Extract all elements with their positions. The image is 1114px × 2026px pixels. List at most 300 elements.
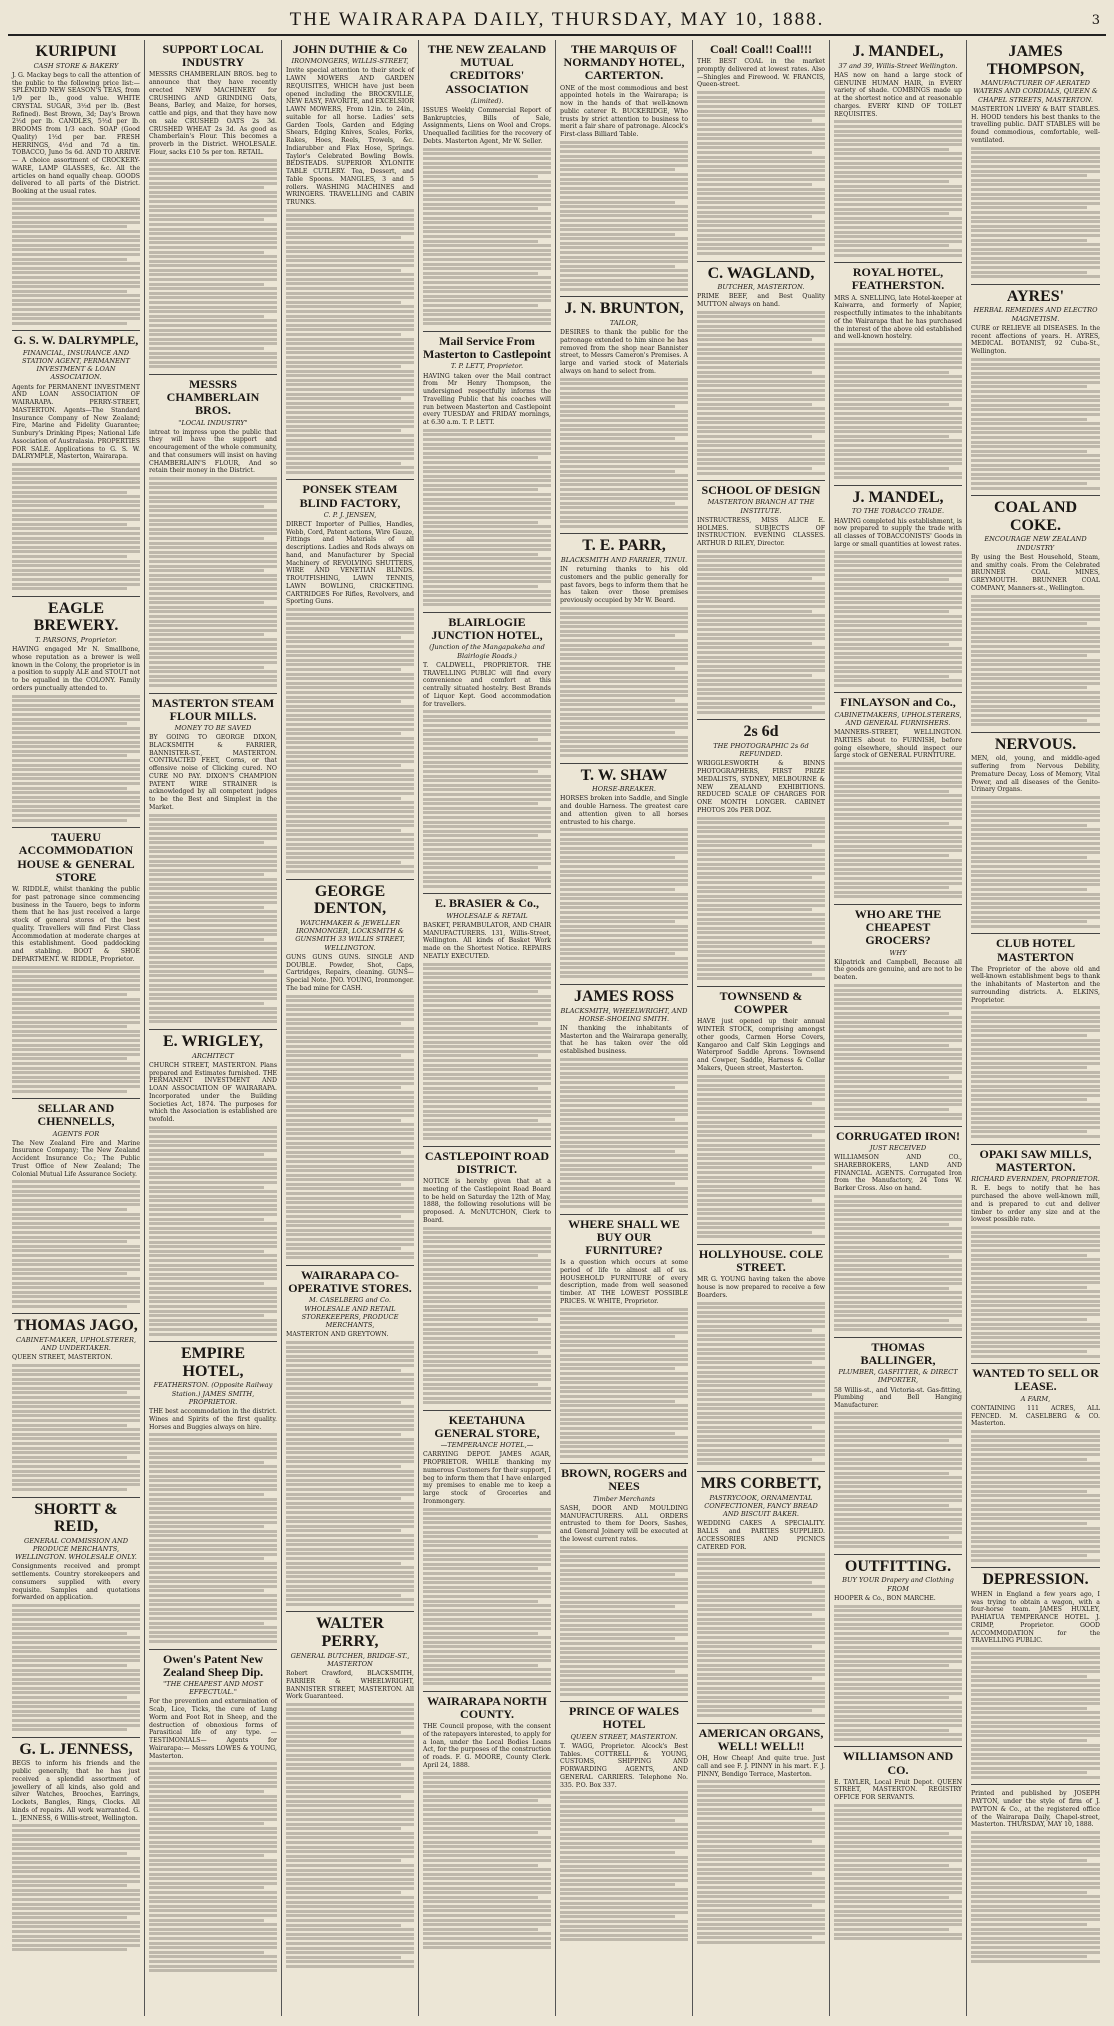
- text-line: [423, 1064, 551, 1067]
- text-line: [149, 246, 277, 249]
- text-line: [697, 596, 825, 599]
- text-line: [423, 1259, 551, 1262]
- text-line: [560, 713, 688, 716]
- ad-subheading: FEATHERSTON. (Opposite Railway Station.) JAMES SMITH, PROPRIETOR.: [153, 1381, 273, 1406]
- text-line: [286, 250, 414, 253]
- text-line: [834, 1328, 962, 1331]
- text-line: [971, 1108, 1100, 1111]
- text-line: [834, 560, 962, 563]
- text-line: [286, 1210, 414, 1213]
- text-line: [560, 966, 688, 969]
- text-line: [560, 1081, 688, 1084]
- text-line: [697, 1102, 812, 1105]
- text-line: [149, 837, 277, 840]
- text-line: [697, 1840, 812, 1843]
- text-line: [423, 1531, 551, 1534]
- text-line: [286, 338, 414, 341]
- advertisement: [697, 1724, 825, 1950]
- text-line: [697, 665, 825, 668]
- ad-body: MASTERTON LIVERY & BAIT STABLES. H. HOOD tenders his best thanks to the travelling public. DAIT STABLES will be found commodious, comfortable, well-ventilated.: [971, 105, 1100, 144]
- text-line: [560, 1136, 688, 1139]
- text-line: [149, 984, 277, 987]
- text-line: [971, 814, 1100, 817]
- text-line: [834, 1481, 962, 1484]
- text-line: [423, 466, 551, 469]
- text-line: [971, 856, 1087, 859]
- text-line: [560, 685, 688, 688]
- text-line: [560, 288, 688, 291]
- text-line: [697, 1936, 812, 1939]
- text-line: [560, 414, 688, 417]
- text-line: [149, 1900, 277, 1903]
- text-line: [286, 705, 414, 708]
- text-line: [971, 1439, 1100, 1442]
- text-line: [286, 209, 414, 212]
- ad-body: INSTRUCTRESS, MISS ALICE E. HOLMES. SUBJECTS OF INSTRUCTION. EVENING CLASSES. ARTHUR D RILEY, Director.: [697, 516, 825, 548]
- ad-body: Printed and published by JOSEPH PAYTON, under the style of firm of J. PAYTON & Co., at the registered office of the Wairarapa Daily, Chapel-street, Masterton. THURSDAY, MAY 10, 1888.: [971, 1790, 1100, 1829]
- text-line: [12, 1199, 140, 1202]
- text-line: [697, 1923, 825, 1926]
- text-line: [834, 1439, 949, 1442]
- text-line: [560, 865, 688, 868]
- text-line: [834, 813, 962, 816]
- text-line: [149, 1516, 277, 1519]
- text-line: [834, 1319, 949, 1322]
- text-line: [697, 1306, 825, 1309]
- text-line: [423, 1776, 551, 1779]
- text-line: [149, 560, 277, 563]
- text-line: [149, 1493, 264, 1496]
- text-line: [286, 1105, 414, 1108]
- text-line: [971, 595, 1100, 598]
- text-line: [423, 244, 551, 247]
- ad-subheading: 37 and 39, Willis-Street Wellington.: [838, 61, 958, 70]
- text-line: [834, 1545, 962, 1548]
- text-line: [834, 1268, 962, 1271]
- text-line: [697, 133, 825, 136]
- text-line: [697, 688, 825, 691]
- text-line: [423, 1387, 551, 1390]
- text-line: [12, 276, 140, 279]
- text-line: [286, 663, 414, 666]
- ad-body: HAVING engaged Mr N. Smallbone, whose reputation as a brewer is well known in the Colony, the proprietor is in a position to supply ALE and STOUT not to be equalled in the COLONY. Family orders punctually attended to.: [12, 646, 140, 692]
- text-line: [12, 1259, 140, 1262]
- text-line: [971, 1258, 1100, 1261]
- text-line: [12, 1090, 127, 1093]
- text-line: [697, 692, 825, 695]
- text-line: [834, 1485, 962, 1488]
- text-line: [286, 1382, 414, 1385]
- text-line: [697, 1430, 825, 1433]
- text-line: [149, 1199, 277, 1202]
- text-line: [423, 866, 538, 869]
- text-line: [971, 1231, 1100, 1234]
- text-line: [971, 719, 1087, 722]
- text-line: [286, 1781, 414, 1784]
- text-line: [423, 1942, 551, 1945]
- text-line: [971, 367, 1100, 370]
- text-line: [423, 1873, 551, 1876]
- ad-heading: FINLAYSON and Co.,: [840, 695, 956, 710]
- advertisement: [286, 880, 414, 1266]
- text-lines: [971, 1647, 1100, 1779]
- text-line: [971, 436, 1100, 439]
- text-line: [423, 1096, 551, 1099]
- text-line: [12, 1696, 127, 1699]
- text-line: [971, 1675, 1087, 1678]
- text-line: [149, 1863, 277, 1866]
- text-line: [149, 1273, 277, 1276]
- text-line: [834, 1541, 962, 1544]
- advertisement: [149, 375, 277, 694]
- text-line: [149, 988, 277, 991]
- text-line: [423, 1004, 551, 1007]
- text-line: [423, 853, 551, 856]
- text-line: [12, 235, 140, 238]
- text-line: [560, 731, 675, 734]
- text-line: [12, 764, 140, 767]
- text-lines: [12, 1604, 140, 1731]
- text-line: [971, 1711, 1100, 1714]
- text-line: [971, 1039, 1100, 1042]
- text-line: [12, 267, 140, 270]
- text-line: [697, 329, 825, 332]
- text-line: [834, 407, 962, 410]
- text-line: [286, 1534, 414, 1537]
- text-line: [12, 708, 140, 711]
- text-line: [286, 728, 414, 731]
- text-line: [560, 265, 675, 268]
- text-line: [286, 1187, 414, 1190]
- text-line: [560, 1688, 688, 1691]
- text-line: [149, 546, 277, 549]
- text-line: [971, 431, 1100, 434]
- text-line: [12, 500, 140, 503]
- text-line: [697, 1189, 825, 1192]
- text-line: [834, 643, 949, 646]
- text-line: [834, 1637, 962, 1640]
- advertisement: [971, 1568, 1100, 1785]
- text-line: [697, 1217, 825, 1220]
- text-line: [286, 1359, 414, 1362]
- text-line: [423, 1346, 551, 1349]
- text-line: [560, 516, 688, 519]
- text-line: [697, 1157, 825, 1160]
- text-line: [12, 527, 140, 530]
- text-line: [834, 1836, 962, 1839]
- text-lines: [697, 1780, 825, 1944]
- text-line: [149, 1475, 277, 1478]
- text-line: [971, 1071, 1100, 1074]
- text-line: [834, 1213, 962, 1216]
- text-line: [560, 219, 688, 222]
- text-line: [697, 1803, 825, 1806]
- text-line: [12, 1907, 140, 1910]
- text-line: [560, 745, 688, 748]
- text-line: [149, 1333, 277, 1336]
- ad-body: By using the Best Household, Steam, and smithy coals. From the Celebrated BRUNNER COAL MINES, GREYMOUTH. BRUNNER COAL COMPANY, Manners-st., Wellington.: [971, 553, 1100, 592]
- text-line: [286, 1350, 414, 1353]
- ad-heading: COAL AND COKE.: [993, 499, 1078, 534]
- text-line: [12, 819, 127, 822]
- text-line: [423, 470, 551, 473]
- text-line: [971, 668, 1100, 671]
- text-line: [697, 426, 825, 429]
- text-line: [149, 1319, 277, 1322]
- text-line: [834, 1278, 962, 1281]
- text-line: [12, 1249, 140, 1252]
- text-line: [834, 1039, 962, 1042]
- text-line: [697, 1868, 825, 1871]
- text-line: [286, 471, 414, 474]
- text-line: [12, 1405, 140, 1408]
- ad-subheading: ARCHITECT: [192, 1051, 234, 1060]
- text-line: [560, 447, 688, 450]
- text-line: [286, 333, 401, 336]
- text-line: [149, 1576, 277, 1579]
- text-line: [423, 986, 551, 989]
- text-line: [12, 727, 140, 730]
- text-line: [286, 1220, 414, 1223]
- text-line: [971, 842, 1100, 845]
- text-line: [560, 246, 688, 249]
- text-lines: [423, 963, 551, 1141]
- text-line: [149, 620, 277, 623]
- text-line: [423, 972, 551, 975]
- text-line: [560, 196, 688, 199]
- text-line: [286, 361, 414, 364]
- text-line: [697, 1812, 825, 1815]
- text-line: [834, 1076, 949, 1079]
- text-line: [834, 1467, 962, 1470]
- text-line: [286, 1882, 414, 1885]
- text-line: [971, 450, 1087, 453]
- text-line: [697, 430, 825, 433]
- text-line: [286, 1155, 414, 1158]
- text-line: [697, 1831, 825, 1834]
- text-line: [12, 1263, 140, 1266]
- text-line: [423, 738, 538, 741]
- text-line: [12, 1194, 140, 1197]
- text-line: [423, 784, 551, 787]
- text-line: [12, 1451, 140, 1454]
- text-line: [149, 1323, 277, 1326]
- text-line: [423, 1364, 551, 1367]
- text-line: [697, 1111, 825, 1114]
- text-line: [560, 680, 688, 683]
- text-line: [286, 324, 414, 327]
- text-line: [12, 523, 127, 526]
- text-line: [560, 168, 675, 171]
- text-line: [560, 479, 688, 482]
- text-line: [834, 1887, 962, 1890]
- advertisement: [697, 481, 825, 720]
- text-line: [423, 1110, 551, 1113]
- text-line: [12, 1085, 140, 1088]
- advertisement: [560, 40, 688, 297]
- text-line: [834, 583, 962, 586]
- text-line: [971, 1670, 1100, 1673]
- text-line: [971, 1762, 1100, 1765]
- text-line: [149, 1264, 277, 1267]
- ad-heading: ROYAL HOTEL, FEATHERSTON.: [851, 265, 945, 293]
- text-line: [971, 1103, 1100, 1106]
- ad-heading: G. S. W. DALRYMPLE,: [13, 333, 139, 348]
- text-line: [286, 1539, 414, 1542]
- text-line: [149, 287, 277, 290]
- text-line: [834, 1832, 949, 1835]
- text-line: [560, 607, 688, 610]
- text-line: [286, 429, 401, 432]
- text-line: [423, 963, 551, 966]
- text-line: [697, 1208, 825, 1211]
- text-line: [697, 151, 812, 154]
- text-line: [286, 1022, 401, 1025]
- text-line: [834, 1250, 962, 1253]
- text-line: [560, 1131, 688, 1134]
- text-line: [12, 1185, 140, 1188]
- text-line: [149, 1007, 277, 1010]
- text-line: [149, 1891, 277, 1894]
- text-line: [971, 1327, 1100, 1330]
- text-line: [560, 1390, 688, 1393]
- text-line: [286, 1758, 414, 1761]
- text-line: [12, 1300, 140, 1303]
- text-line: [149, 1795, 277, 1798]
- ad-subheading: RICHARD EVERNDEN, PROPRIETOR.: [971, 1175, 1100, 1184]
- text-line: [12, 1678, 140, 1681]
- text-line: [697, 1199, 812, 1202]
- text-line: [286, 351, 414, 354]
- text-line: [423, 553, 538, 556]
- text-line: [149, 1955, 277, 1958]
- ad-body: MANNERS-STREET, WELLINGTON. PARTIES about to FURNISH, before going elsewhere, should inspect our large stock of GENERAL FURNITURE.: [834, 729, 962, 760]
- text-line: [12, 993, 127, 996]
- text-line: [149, 1544, 277, 1547]
- text-line: [971, 372, 1100, 375]
- text-line: [697, 711, 825, 714]
- text-line: [423, 742, 551, 745]
- text-line: [834, 139, 962, 142]
- text-line: [971, 1467, 1100, 1470]
- text-line: [149, 647, 277, 650]
- text-lines: [12, 695, 140, 822]
- text-line: [149, 974, 277, 977]
- text-line: [286, 1763, 401, 1766]
- text-line: [971, 1900, 1100, 1903]
- text-line: [286, 1754, 414, 1757]
- text-line: [12, 537, 140, 540]
- text-line: [12, 299, 140, 302]
- text-line: [12, 1378, 140, 1381]
- text-line: [423, 590, 551, 593]
- text-line: [149, 209, 277, 212]
- text-line: [423, 967, 551, 970]
- text-line: [697, 366, 825, 369]
- ad-subheading: GENERAL COMMISSION AND PRODUCE MERCHANTS, WELLINGTON. WHOLESALE ONLY.: [15, 1536, 137, 1562]
- text-line: [971, 851, 1100, 854]
- text-line: [560, 378, 688, 381]
- text-line: [423, 756, 551, 759]
- text-line: [423, 217, 551, 220]
- text-line: [697, 1904, 812, 1907]
- text-line: [286, 1832, 414, 1835]
- text-line: [697, 1595, 825, 1598]
- text-line: [560, 1647, 688, 1650]
- text-line: [286, 1562, 401, 1565]
- text-line: [560, 828, 688, 831]
- text-line: [971, 1684, 1100, 1687]
- text-line: [971, 1336, 1100, 1339]
- text-line: [971, 202, 1100, 205]
- text-line: [560, 1400, 675, 1403]
- column-3: [282, 40, 419, 2016]
- text-line: [286, 1585, 414, 1588]
- ad-heading: SUPPORT LOCAL INDUSTRY: [162, 42, 264, 70]
- text-line: [697, 821, 825, 824]
- text-line: [286, 686, 414, 689]
- text-line: [560, 971, 688, 974]
- text-line: [149, 505, 264, 508]
- text-line: [286, 370, 414, 373]
- text-line: [286, 774, 414, 777]
- text-line: [697, 872, 825, 875]
- text-line: [971, 1707, 1087, 1710]
- text-line: [971, 220, 1100, 223]
- text-line: [834, 877, 962, 880]
- text-line: [834, 1868, 962, 1871]
- text-line: [560, 1624, 688, 1627]
- text-line: [834, 361, 962, 364]
- ad-body: IN thanking the inhabitants of Masterton and the Wairarapa generally, that he has taken over the old established business.: [560, 1024, 688, 1056]
- text-line: [149, 269, 277, 272]
- text-line: [423, 525, 551, 528]
- text-line: [149, 1305, 277, 1308]
- text-line: [149, 1158, 277, 1161]
- text-line: [971, 422, 1100, 425]
- text-line: [834, 615, 962, 618]
- text-line: [12, 477, 140, 480]
- text-line: [423, 286, 551, 289]
- text-line: [12, 1470, 140, 1473]
- text-line: [697, 1153, 825, 1156]
- text-line: [149, 168, 277, 171]
- text-line: [834, 1490, 962, 1493]
- text-line: [149, 1612, 277, 1615]
- text-line: [12, 777, 140, 780]
- text-line: [834, 1444, 962, 1447]
- text-line: [697, 197, 825, 200]
- text-line: [12, 285, 140, 288]
- text-line: [149, 1222, 277, 1225]
- text-line: [12, 239, 140, 242]
- text-line: [971, 363, 1100, 366]
- text-line: [834, 984, 962, 987]
- text-line: [286, 783, 414, 786]
- text-line: [834, 235, 962, 238]
- text-line: [697, 1608, 825, 1611]
- text-line: [149, 1282, 264, 1285]
- text-line: [423, 1804, 551, 1807]
- ad-heading: CASTLEPOINT ROAD DISTRICT.: [424, 1148, 550, 1176]
- text-line: [12, 1286, 140, 1289]
- text-line: [971, 1244, 1100, 1247]
- text-line: [560, 1665, 688, 1668]
- text-line: [423, 999, 551, 1002]
- text-line: [697, 1900, 825, 1903]
- text-line: [971, 464, 1100, 467]
- text-line: [149, 1438, 277, 1441]
